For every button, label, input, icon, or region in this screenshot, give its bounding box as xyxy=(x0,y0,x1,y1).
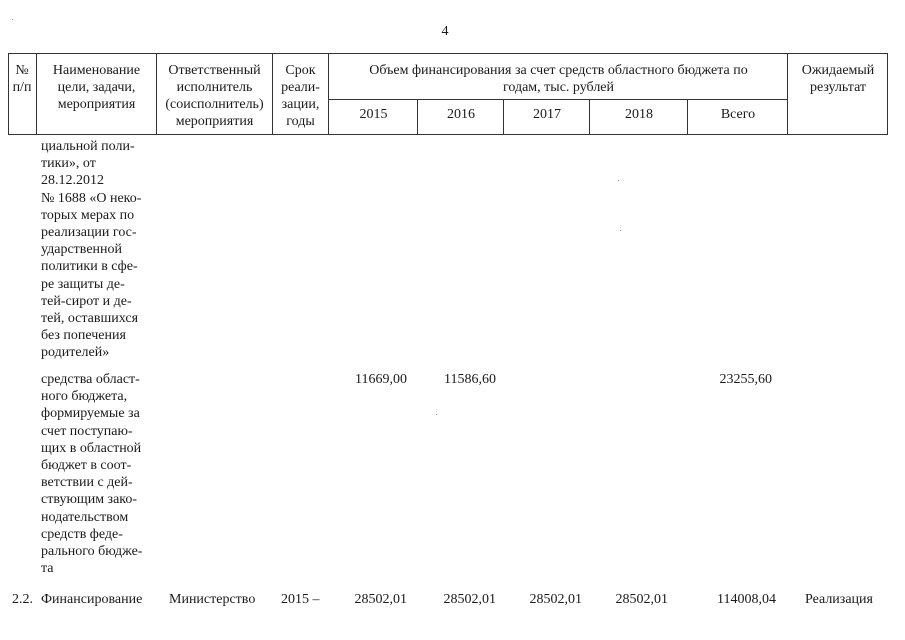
funding-source-line: ствующим зако- xyxy=(41,492,138,508)
header-term-line: годы xyxy=(286,114,315,129)
funding-source-text xyxy=(41,371,165,577)
header-result xyxy=(788,62,888,96)
legal-reference-line: тей-сирот и де- xyxy=(41,293,132,309)
funding-source-line: та xyxy=(41,561,54,577)
page-number: 4 xyxy=(441,24,449,39)
legal-reference-line: циальной поли- xyxy=(41,139,135,154)
header-funding xyxy=(329,62,788,96)
legal-reference-line: ударственной xyxy=(41,242,123,258)
header-term-line: зации, xyxy=(281,97,320,112)
row-2-2-value-2016: 28502,01 xyxy=(443,592,496,607)
header-funding-line: годам, тыс. рублей xyxy=(502,80,615,95)
funding-source-line: ного бюджета, xyxy=(41,389,128,405)
header-result-line: результат xyxy=(809,80,867,95)
funding-source-line: счет поступаю- xyxy=(41,423,133,439)
block2-value-total: 23255,60 xyxy=(719,372,772,387)
funding-source-line: щих в областной xyxy=(41,440,142,456)
header-name-line: мероприятия xyxy=(57,97,136,112)
row-2-2-value-2017: 28502,01 xyxy=(529,592,582,607)
funding-source-line: бюджет в соот- xyxy=(41,458,132,474)
funding-source-line: средства област- xyxy=(41,372,140,387)
header-name-line: Наименование xyxy=(52,63,141,78)
row-2-2-term: 2015 – xyxy=(281,592,320,607)
header-executor-line: исполнитель xyxy=(176,80,253,95)
row-2-2-result: Реализация xyxy=(805,592,873,607)
row-2-2-value-total: 114008,04 xyxy=(717,592,776,607)
legal-reference-line: тики», от xyxy=(41,156,96,172)
header-result-line: Ожидаемый xyxy=(801,63,875,78)
header-term-line: реали- xyxy=(281,80,320,95)
row-2-2-value-2015: 28502,01 xyxy=(354,592,407,607)
funding-source-line: рального бюдже- xyxy=(41,544,143,560)
header-year-2017: 2017 xyxy=(533,107,561,122)
header-year-total: Всего xyxy=(720,107,756,122)
header-executor xyxy=(157,62,272,130)
header-num-line: № xyxy=(15,63,29,78)
row-2-2-value-2018: 28502,01 xyxy=(615,592,668,607)
funding-source-line: средств феде- xyxy=(41,526,123,542)
legal-reference-text xyxy=(41,138,165,362)
header-year-2018: 2018 xyxy=(625,107,653,122)
block2-value-2015: 11669,00 xyxy=(355,372,407,387)
header-year-2016: 2016 xyxy=(447,107,475,122)
header-term xyxy=(273,62,328,130)
header-bottom-border xyxy=(8,134,888,135)
legal-reference-line: № 1688 «О неко- xyxy=(41,190,142,206)
legal-reference-line: ре защиты де- xyxy=(41,276,125,292)
legal-reference-line: политики в сфе- xyxy=(41,259,138,275)
header-executor-line: (соисполнитель) xyxy=(165,97,264,112)
legal-reference-line: родителей» xyxy=(41,345,110,361)
funding-source-line: формируемые за xyxy=(41,406,140,422)
legal-reference-line: реализации гос- xyxy=(41,225,137,241)
funding-source-line: ветствии с дей- xyxy=(41,475,133,491)
header-funding-line: Объем финансирования за счет средств областного бюджета по xyxy=(369,63,748,78)
scan-speck xyxy=(12,19,13,20)
header-name-line: цели, задачи, xyxy=(57,80,136,95)
legal-reference-line: 28.12.2012 xyxy=(41,173,104,189)
row-2-2-num: 2.2. xyxy=(12,592,33,607)
row-2-2-name: Финансирование xyxy=(41,592,143,607)
header-num-line: п/п xyxy=(12,80,32,95)
funding-source-line: нодательством xyxy=(41,509,129,525)
row-2-2-executor: Министерство xyxy=(169,592,256,607)
scan-speck xyxy=(618,180,619,181)
header-num xyxy=(8,62,36,96)
funding-subheader-border xyxy=(328,99,788,100)
header-name xyxy=(37,62,156,113)
header-year-2015: 2015 xyxy=(359,107,388,122)
legal-reference-line: без попечения xyxy=(41,328,126,344)
header-executor-line: Ответственный xyxy=(168,63,261,78)
block2-value-2016: 11586,60 xyxy=(444,372,496,387)
legal-reference-line: тей, оставшихся xyxy=(41,311,139,327)
header-executor-line: мероприятия xyxy=(175,114,254,129)
legal-reference-line: торых мерах по xyxy=(41,207,135,223)
scan-speck xyxy=(620,230,621,231)
header-top-border xyxy=(8,53,888,54)
scan-speck xyxy=(436,414,437,415)
header-term-line: Срок xyxy=(285,63,316,78)
